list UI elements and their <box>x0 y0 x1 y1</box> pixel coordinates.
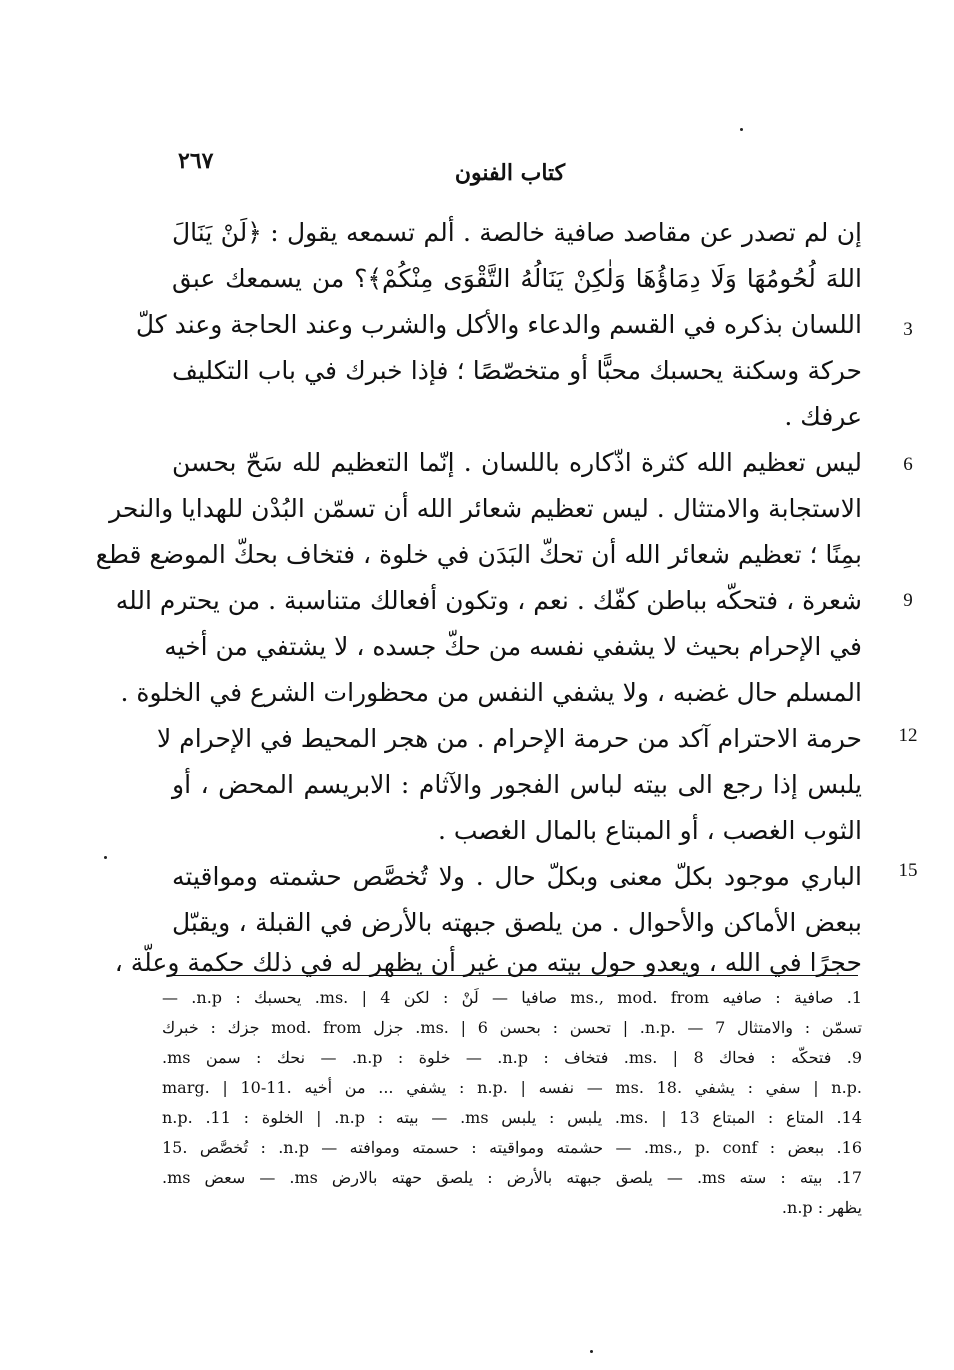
text-line: حرمة الاحترام آكد من حرمة الإحرام . من هجر المحيط في الإحرام لا <box>157 724 862 753</box>
footnote-line: تسمّن : والامتثال n.p. — 7. | تحسن : بحسن ms. | 6. جزل mod. from جزك : خبرك <box>162 1018 863 1037</box>
line-number: 3 <box>903 319 913 340</box>
footnote-line: 16. ببعض : ms., p. conf. — حشمته ومواقيته : حسمته وموافته — n.p. : تُخصَّص .15 <box>162 1138 862 1157</box>
scan-speck <box>104 856 107 859</box>
text-line: حجرًا في الله ، ويعدو حول بيته من غير أن يظهر له في ذلك حكمة وعلّة ، <box>114 948 862 977</box>
text-line: اللهَ لُحُومُهَا وَلَا دِمَاؤُهَا وَلٰكِنْ يَنَالُهُ التَّقْوَى مِنْكُمْ﴾؟ من يسمعك عبق <box>172 264 862 293</box>
text-line: المسلم حال غضبه ، ولا يشفي النفس من محظورات الشرع في الخلوة . <box>120 678 862 707</box>
line-number: 6 <box>903 454 913 475</box>
text-line: يلبس إذا رجع الى بيته لباس الفجور والآثام : الابريسم المحض ، أو <box>172 770 862 799</box>
text-line: الباري موجود بكلّ معنى وبكلّ حال . ولا تُخصَّص حشمته ومواقيته <box>172 862 862 891</box>
footnote-line: marg. | 10-11. يشفي ... من أخيه : n.p. | نفسه — ms. سفي : يشفي .18 | n.p. <box>162 1078 862 1097</box>
line-number: 15 <box>898 860 918 881</box>
running-title: كتاب الفنون <box>454 160 566 186</box>
footnote-line: 17. بيته : سته ms. — يلصق جبهته بالأرض : يلصق حهته بالارض ms. — سعض ms. <box>162 1168 863 1187</box>
text-line: الثوب الغصب ، أو المبتاع بالمال الغصب . <box>438 816 862 845</box>
footnote-line: يظهر : n.p. <box>781 1198 862 1217</box>
footnote-line: 9. فتحكّه : فحاك ms. | 8. فتخاف : n.p. — خلوة : n.p. — نحك : سمن ms. <box>162 1048 863 1067</box>
text-line: شعرة ، فتحكّه بباطن كفّك . نعم ، وتكون أفعالك متناسبة . من يحترم الله <box>115 586 862 615</box>
text-line: حركة وسكنة يحسبك محبًّا أو متخصّصًا ؛ فإذا خبرك في باب التكليف <box>172 356 862 385</box>
text-line: ليس تعظيم الله كثرة اذّكاره باللسان . إنّما التعظيم لله سَحّ بحسن <box>172 448 862 477</box>
page-number: ٢٦٧ <box>178 148 214 174</box>
footnote-line: 1. صافية : صافيه ms., mod. from صافيا — لَنْ : لكن ms. | 4. يحسبك : n.p. — <box>162 988 863 1007</box>
text-line: في الإحرام بحيث لا يشفي نفسه من حكّ جسده ، لا يشتفي من أخيه <box>164 632 862 661</box>
text-line: الاستجابة والامتثال . ليس تعظيم شعائر الله أن تسمّن البُدْن للهدايا والنحر <box>109 494 862 523</box>
line-number: 9 <box>903 590 913 611</box>
footnote-line: 14. المتاع : المبتاع ms. | 13. يلبس : يلبس ms. — بيته : n.p. | الخلوة : n.p. .11 <box>162 1108 862 1127</box>
text-line: إن لم تصدر عن مقاصد صافية خالصة . ألم تسمعه يقول : ﴿لَنْ يَنَالَ <box>172 218 862 247</box>
text-line: عرفك . <box>784 402 862 431</box>
text-line: بمِنًا ؛ تعظيم شعائر الله أن تحكّ البَدَن في خلوة ، فتخاف بحكّ الموضع قطع <box>95 540 862 569</box>
footnote-rule <box>172 975 858 976</box>
scan-speck <box>590 1350 593 1353</box>
text-line: اللسان بذكره في القسم والدعاء والأكل والشرب وعند الحاجة وعند كلّ <box>135 310 862 339</box>
line-number: 12 <box>898 725 918 746</box>
scan-speck <box>740 128 743 131</box>
text-line: ببعض الأماكن والأحوال . من يلصق جبهته بالأرض في القبلة ، ويقبّل <box>172 908 862 937</box>
